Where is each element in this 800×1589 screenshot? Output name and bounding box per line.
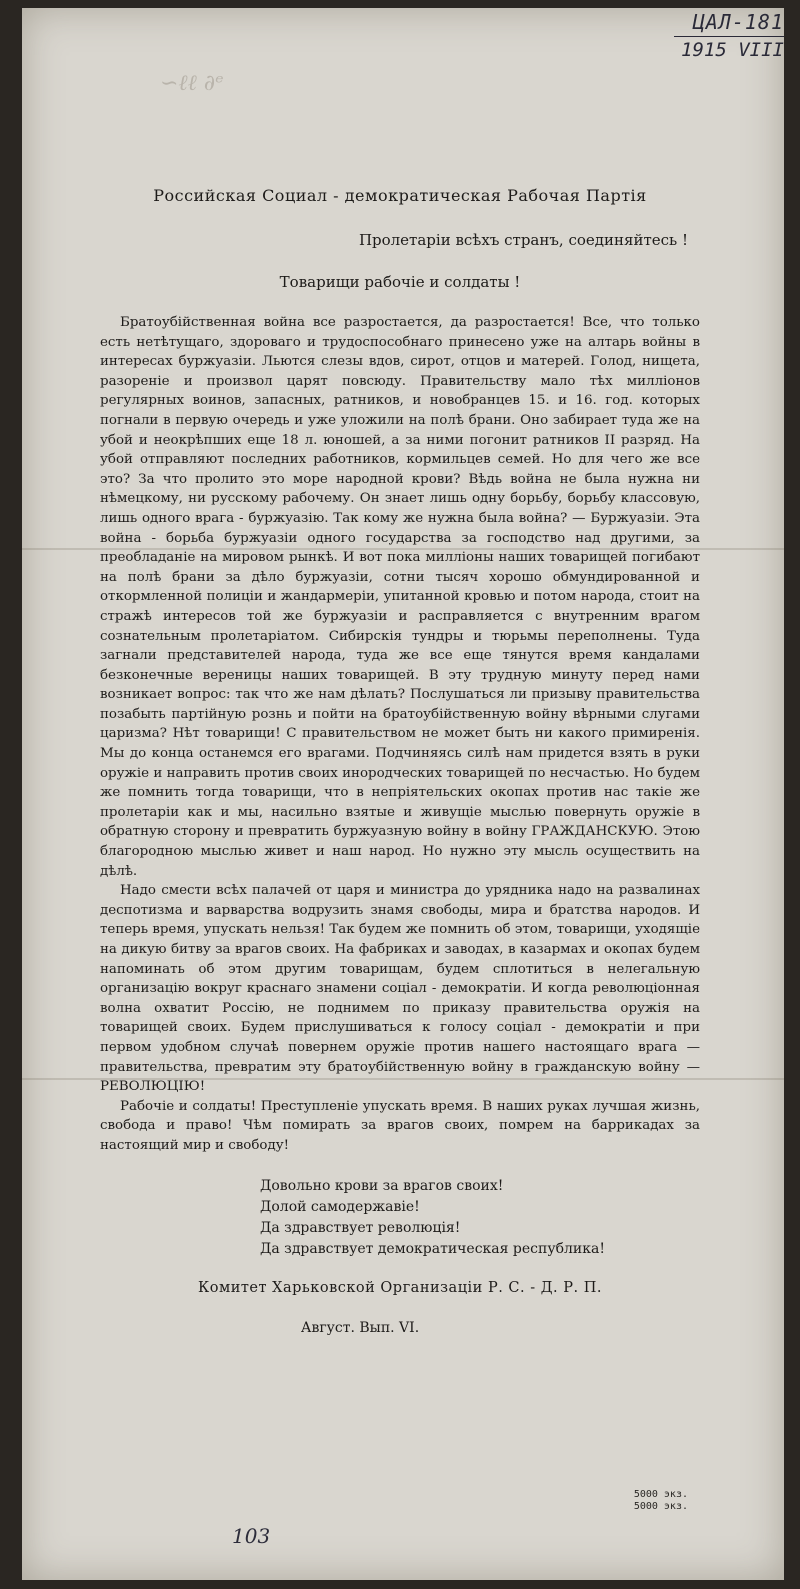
page-number: 103 (232, 1524, 271, 1548)
appeal-heading: Товарищи рабочіе и солдаты ! (279, 273, 521, 291)
print-run-line: 5000 экз. (633, 1501, 688, 1512)
print-run-line: 5000 экз. (633, 1489, 688, 1500)
closing-slogan: Довольно крови за врагов своих! (260, 1177, 504, 1194)
party-name: Российская Социал - демократическая Рабочая Партія (153, 186, 647, 205)
body-paragraph: Надо смести всѣх палачей от царя и министра до урядника надо на развалинах деспотизма и варварства водрузить знамя свободы, мира и братства народов. И теперь время, упускать нельзя! Так будем же помнить об этом, товарищи, уходящіе на дикую битву за врагов своих. На фабриках и заводах, в казармах и окопах будем напоминать об этом другим товарищам, будем сплотиться в нелегальную организацію вокруг краснаго знамени соціал - демократіи. И когда революціонная волна охватит Россію, не поднимем по приказу правительства оружія на товарищей своих. Будем прислушиваться к голосу соціал - демократіи и при первом удобном случаѣ повернем оружіе против нашего настоящаго врага — правительства, превратим эту братоубійственную войну в гражданскую войну — РЕВОЛЮЦІЮ! (100, 883, 700, 1095)
closing-slogan: Долой самодержавіе! (260, 1198, 420, 1215)
closing-slogan: Да здравствует демократическая республика! (260, 1240, 605, 1257)
handwritten-scribble: ∽ℓℓ ∂ᵉ (160, 71, 224, 96)
issue-info: Август. Вып. VI. (300, 1319, 420, 1336)
body-paragraph: Рабочіе и солдаты! Преступленіе упускать время. В наших руках лучшая жизнь, свобода и право! Чѣм помирать за врагов своих, помрем на баррикадах за настоящий мир и свободу! (100, 1098, 700, 1153)
closing-slogan: Да здравствует революція! (260, 1219, 461, 1236)
leaflet-body (100, 313, 700, 1156)
archive-year: 1915 VIII (674, 36, 784, 61)
closing-slogans (260, 1176, 700, 1260)
archive-mark (674, 10, 784, 61)
body-paragraph: Братоубійственная война все разростается, да разростается! Все, что только есть нетѣтущаго, здороваго и трудоспособнаго принесено уже на алтарь войны в интересах буржуазіи. Льются слезы вдов, сирот, отцов и матерей. Голод, нищета, разореніе и произвол царят повсюду. Правительству мало тѣх милліонов регулярных воинов, запасных, ратников, и новобранцев 15. и 16. год. которых погнали в первую очередь и уже уложили на полѣ брани. Оно забирает туда же на убой и неокрѣпших еще 18 л. юношей, а за ними погонит ратников II разряд. На убой отправляют последних работников, кормильцев семей. Но для чего же все это? За что пролито это море народной крови? Вѣдь война не была нужна ни нѣмецкому, ни русскому рабочему. Он знает лишь одну борьбу, борьбу классовую, лишь одного врага - буржуазію. Так кому же нужна была война? — Буржуазіи. Эта война - борьба буржуазіи одного государства за господство над другими, за преобладаніе на мировом рынкѣ. И вот пока милліоны наших товарищей погибают на полѣ брани за дѣло буржуазіи, сотни тысяч хорошо обмундированной и откормленной полиціи и жандармеріи, упитанной кровью и потом народа, стоит на стражѣ интересов той же буржуазіи и расправляется с внутренним врагом сознательным пролетаріатом. Сибирскія тундры и тюрьмы переполнены. Туда загнали представителей народа, туда же все еще тянутся время кандалами безконечные вереницы наших товарищей. В эту трудную минуту перед нами возникает вопрос: так что же нам дѣлать? Послушаться ли призыву правительства позабыть партійную рознь и пойти на братоубійственную войну вѣрными слугами царизма? Нѣт товарищи! С правительством не может быть ни какого примиренія. Мы до конца останемся его врагами. Подчиняясь силѣ нам придется взять в руки оружіе и направить против своих инородческих товарищей по несчастью. Но будем же помнить тогда товарищи, что в непріятельских окопах против нас такіе же пролетаріи как и мы, насильно взятые и живущіе мыслью повернуть оружіе в обратную сторону и превратить буржуазную войну в войну ГРАЖДАНСКУЮ. Этою благородною мыслью живет и наш народ. Но нужно эту мысль осуществить на дѣлѣ. (100, 315, 700, 879)
committee-signature: Комитет Харьковской Организаціи Р. С. - Д. Р. П. (198, 1279, 602, 1296)
print-run (634, 1489, 688, 1513)
leaflet (100, 186, 700, 1336)
slogan: Пролетаріи всѣхъ странъ, соединяйтесь ! (358, 231, 688, 249)
archive-code: ЦАЛ-181 (692, 10, 784, 34)
